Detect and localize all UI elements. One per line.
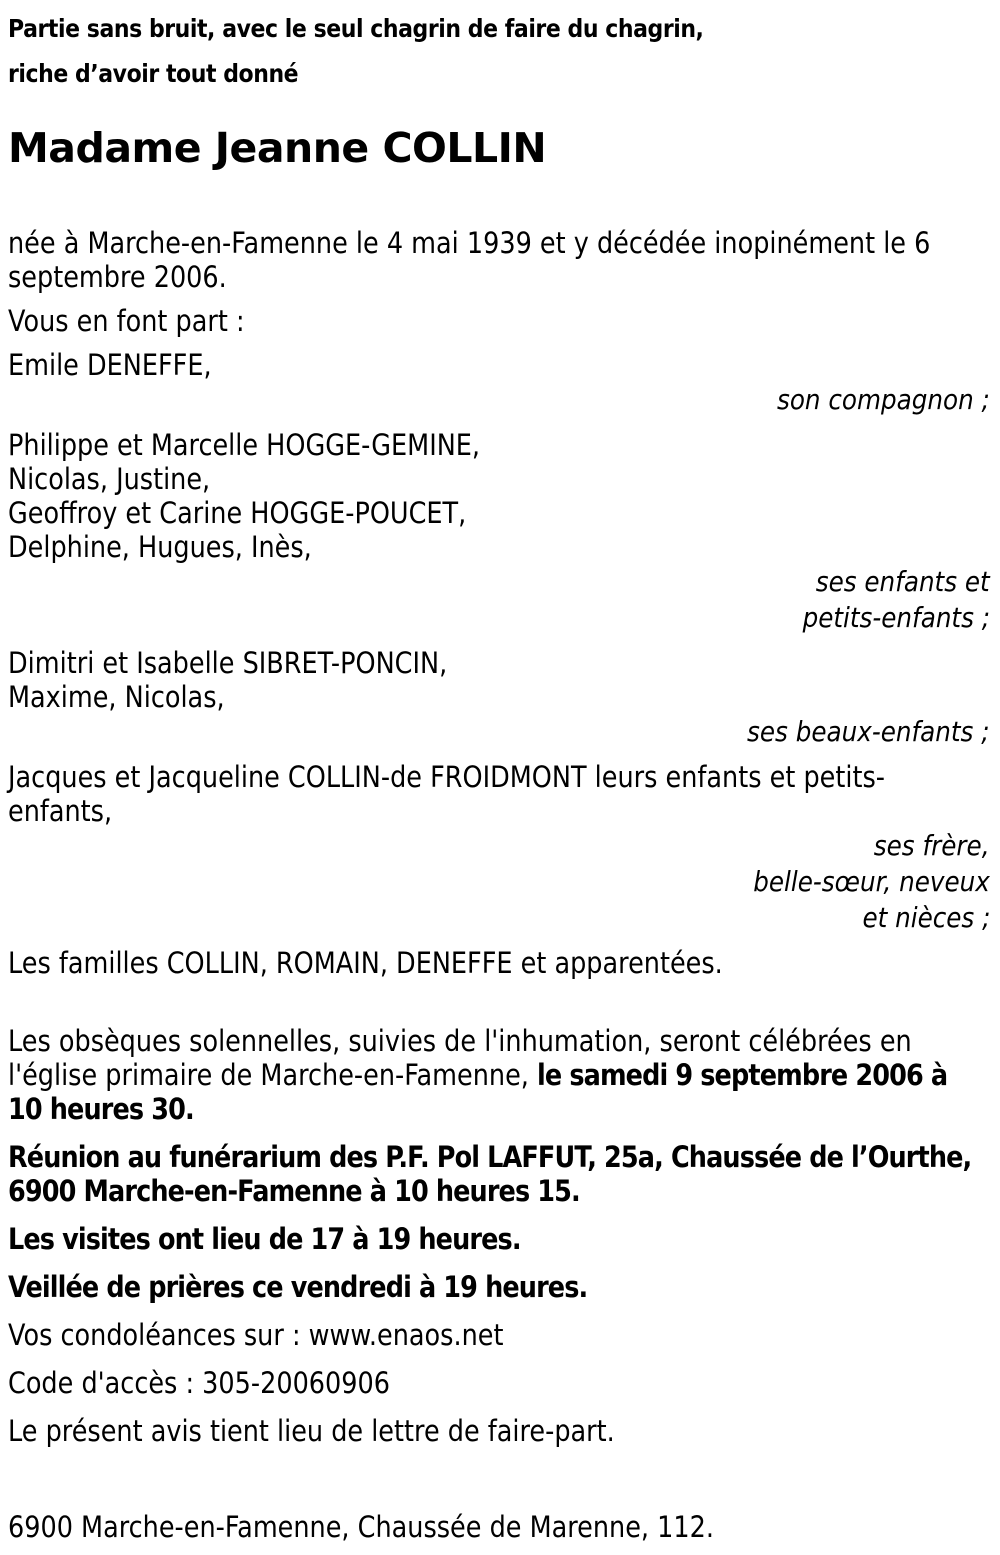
address-line: 6900 Marche-en-Famenne, Chaussée de Marenne, 112. — [8, 1510, 714, 1544]
meeting-line-1: Réunion au funérarium des P.F. Pol LAFFUT, 25a, Chaussée de l’Ourthe, — [8, 1140, 972, 1174]
ceremony-line-2: l'église primaire de Marche-en-Famenne, le samedi 9 septembre 2006 à — [8, 1058, 948, 1092]
meeting-paragraph — [8, 1140, 990, 1208]
children-relation-line-2: petits-enfants ; — [802, 601, 990, 634]
epigraph-text-2: riche d’avoir tout donné — [8, 59, 299, 88]
birth-death-paragraph — [8, 226, 990, 294]
stepchildren-name-line-1: Dimitri et Isabelle SIBRET-PONCIN, — [8, 646, 448, 680]
children-name-line-4: Delphine, Hugues, Inès, — [8, 530, 312, 564]
access-code-line: Code d'accès : 305-20060906 — [8, 1366, 391, 1400]
announce-line: Vous en font part : — [8, 304, 245, 338]
companion-name-line: Emile DENEFFE, — [8, 348, 212, 382]
siblings-name-line-2: enfants, — [8, 794, 113, 828]
ceremony-line-1: Les obsèques solennelles, suivies de l'inhumation, seront célébrées en — [8, 1024, 912, 1058]
ceremony-line-3: 10 heures 30. — [8, 1092, 194, 1126]
siblings-relation-line-3: et nièces ; — [862, 901, 990, 934]
deceased-name-title: Madame Jeanne COLLIN — [8, 124, 547, 172]
legal-notice-line: Le présent avis tient lieu de lettre de faire-part. — [8, 1414, 615, 1448]
children-name-line-1: Philippe et Marcelle HOGGE-GEMINE, — [8, 428, 481, 462]
epigraph-line-2 — [8, 51, 990, 96]
children-relation-line-1: ses enfants et — [816, 565, 990, 598]
families-line: Les familles COLLIN, ROMAIN, DENEFFE et apparentées. — [8, 946, 723, 980]
condolences-line: Vos condoléances sur : www.enaos.net — [8, 1318, 504, 1352]
vigil-line: Veillée de prières ce vendredi à 19 heures. — [8, 1270, 588, 1304]
siblings-name-line-1: Jacques et Jacqueline COLLIN-de FROIDMONT leurs enfants et petits- — [8, 760, 885, 794]
birth-death-line-2: septembre 2006. — [8, 260, 227, 294]
siblings-names-paragraph — [8, 760, 990, 828]
stepchildren-relation-line: ses beaux-enfants ; — [747, 715, 990, 748]
children-name-line-2: Nicolas, Justine, — [8, 462, 211, 496]
epigraph-text-1: Partie sans bruit, avec le seul chagrin de faire du chagrin, — [8, 14, 704, 43]
ceremony-paragraph — [8, 1024, 990, 1126]
children-relation-block — [8, 564, 990, 636]
birth-death-line-1: née à Marche-en-Famenne le 4 mai 1939 et y décédée inopinément le 6 — [8, 226, 931, 260]
children-name-line-3: Geoffroy et Carine HOGGE-POUCET, — [8, 496, 467, 530]
stepchildren-name-line-2: Maxime, Nicolas, — [8, 680, 225, 714]
epigraph-line-1 — [8, 6, 990, 51]
visits-line: Les visites ont lieu de 17 à 19 heures. — [8, 1222, 521, 1256]
stepchildren-names-paragraph — [8, 646, 990, 714]
companion-relation-line: son compagnon ; — [777, 383, 990, 416]
siblings-relation-line-1: ses frère, — [874, 829, 990, 862]
siblings-relation-block — [8, 828, 990, 936]
siblings-relation-line-2: belle-sœur, neveux — [753, 865, 990, 898]
children-names-paragraph — [8, 428, 990, 564]
meeting-line-2: 6900 Marche-en-Famenne à 10 heures 15. — [8, 1174, 580, 1208]
